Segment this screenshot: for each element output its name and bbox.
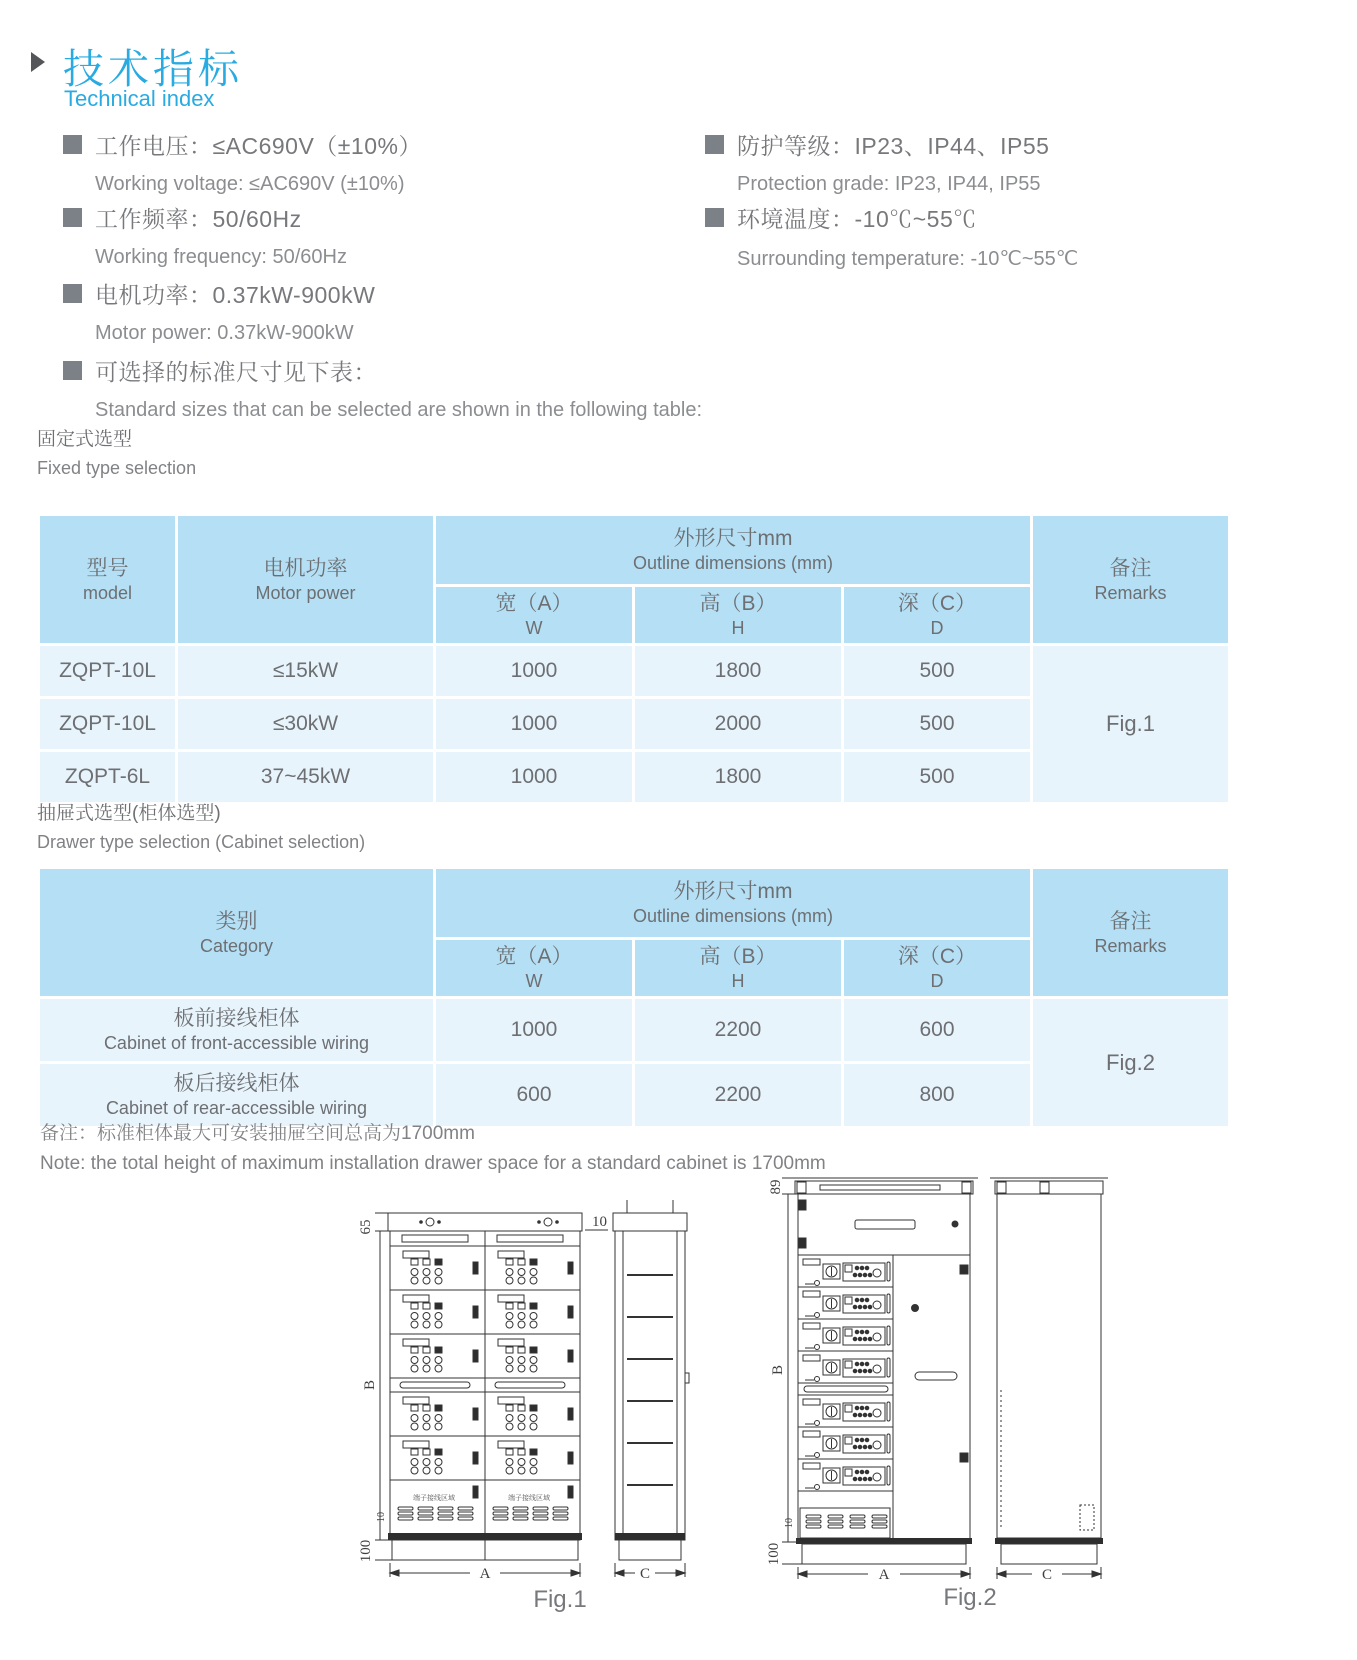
square-bullet-icon: [705, 208, 724, 227]
drawer-row-0-h: 2200: [635, 999, 841, 1061]
spec-en: Protection grade: IP23, IP44, IP55: [737, 173, 1041, 195]
fig2-dim-width: A: [878, 1567, 890, 1583]
header-width-cn: 宽（A）: [495, 592, 573, 616]
category-en: Cabinet of front-accessible wiring: [103, 1033, 370, 1054]
spec-standard-sizes: [63, 354, 702, 422]
header-category: [40, 869, 433, 996]
fig1-dim-plinth: 100: [358, 1539, 374, 1563]
header-depth-en: D: [930, 618, 944, 639]
header-remarks: [1033, 869, 1228, 996]
fixed-row-2-h: 1800: [635, 752, 841, 802]
header-outline-dimensions: [436, 516, 1030, 584]
page-title: 技术指标: [63, 46, 243, 92]
header-category-cn: 类别: [215, 909, 258, 933]
fixed-remark: Fig.1: [1033, 646, 1228, 802]
spec-cn: 环境温度：-10℃~55℃: [737, 206, 977, 232]
square-bullet-icon: [63, 361, 82, 380]
fig2-dimension-lines: [782, 1178, 1101, 1579]
fig2-dim-depth: C: [1041, 1567, 1053, 1583]
header-depth-cn: 深（C）: [897, 592, 977, 616]
spec-protection-grade: [705, 128, 1049, 196]
square-bullet-icon: [63, 208, 82, 227]
fixed-row-0-power: ≤15kW: [178, 646, 433, 696]
header-height: [635, 587, 841, 643]
fig1-side-view: [613, 1200, 689, 1560]
category-cn: 板前接线柜体: [173, 1007, 300, 1031]
spec-en: Motor power: 0.37kW-900kW: [95, 322, 354, 344]
fixed-row-2-power: 37~45kW: [178, 752, 433, 802]
header-dims-en: Outline dimensions (mm): [632, 906, 834, 927]
table-row: [40, 999, 1228, 1061]
header-depth: [844, 587, 1030, 643]
spec-cn: 电机功率：0.37kW-900kW: [95, 282, 376, 308]
fig1-dim-vent: 10: [376, 1512, 387, 1522]
fig2-side-view: [990, 1178, 1108, 1564]
spec-cn: 工作电压：≤AC690V（±10%）: [95, 133, 422, 159]
header-power-cn: 电机功率: [263, 556, 348, 580]
header-power: [178, 516, 433, 643]
fig1-front-view: [388, 1213, 582, 1560]
header-model-en: model: [82, 582, 133, 603]
section-label-en: Fixed type selection: [37, 458, 197, 478]
drawer-row-1-h: 2200: [635, 1064, 841, 1126]
fig1-dimension-lines: [375, 1213, 685, 1577]
fixed-row-1-power: ≤30kW: [178, 699, 433, 749]
drawer-row-1-w: 600: [436, 1064, 632, 1126]
fixed-row-1-d: 500: [844, 699, 1030, 749]
fig2-dim-vent: 10: [784, 1518, 795, 1528]
header-depth-en: D: [930, 971, 944, 992]
drawer-row-1-d: 800: [844, 1064, 1030, 1126]
fig1-dim-offset: 10: [592, 1214, 607, 1230]
fig1-caption: Fig.1: [533, 1586, 587, 1613]
fig2-dim-plinth: 100: [766, 1542, 782, 1566]
drawer-table-section-label: [37, 798, 365, 853]
fixed-row-0-d: 500: [844, 646, 1030, 696]
header-dims-cn: 外形尺寸mm: [673, 527, 793, 551]
fixed-row-1-w: 1000: [436, 699, 632, 749]
spec-en: Surrounding temperature: -10℃~55℃: [737, 248, 1079, 270]
footnote-en: Note: the total height of maximum installation drawer space for a standard cabinet is 1700mm: [40, 1153, 826, 1174]
fig2-dim-cap: 89: [768, 1179, 784, 1195]
category-cn: 板后接线柜体: [173, 1072, 300, 1096]
header-dims-cn: 外形尺寸mm: [673, 880, 793, 904]
fixed-row-1-h: 2000: [635, 699, 841, 749]
drawer-row-0-w: 1000: [436, 999, 632, 1061]
fig2-drawing: [740, 1090, 1130, 1615]
fig1-dim-cap: 65: [358, 1219, 374, 1235]
fig1-dim-depth: C: [639, 1566, 651, 1582]
drawer-row-0-d: 600: [844, 999, 1030, 1061]
spec-working-frequency: [63, 201, 347, 269]
spec-cn: 工作频率：50/60Hz: [95, 206, 302, 232]
table-row: [40, 646, 1228, 696]
footnote-cn: 备注：标准柜体最大可安装抽屉空间总高为1700mm: [40, 1123, 475, 1144]
header-height-en: H: [731, 618, 745, 639]
header-width-cn: 宽（A）: [495, 945, 573, 969]
fixed-row-2-model: ZQPT-6L: [40, 752, 175, 802]
header-outline-dimensions: [436, 869, 1030, 937]
header-remarks-cn: 备注: [1109, 556, 1152, 580]
fixed-row-2-w: 1000: [436, 752, 632, 802]
header-dims-en: Outline dimensions (mm): [632, 553, 834, 574]
spec-cn: 防护等级：IP23、IP44、IP55: [737, 133, 1050, 159]
spec-en: Working voltage: ≤AC690V (±10%): [95, 173, 405, 195]
header-category-en: Category: [199, 935, 274, 956]
square-bullet-icon: [705, 135, 724, 154]
section-arrow-icon: [31, 52, 45, 72]
fig2-caption: Fig.2: [943, 1584, 997, 1611]
drawer-row-0-category: [40, 999, 433, 1061]
header-remarks: [1033, 516, 1228, 643]
fig2-dim-height: B: [770, 1364, 786, 1376]
page-subtitle: Technical index: [64, 86, 215, 111]
fixed-row-0-h: 1800: [635, 646, 841, 696]
fixed-table-section-label: [37, 424, 196, 479]
header-remarks-en: Remarks: [1094, 582, 1167, 603]
section-label-en: Drawer type selection (Cabinet selection): [37, 832, 366, 852]
spec-motor-power: [63, 277, 375, 345]
fig1-drawing: [330, 1145, 710, 1615]
header-height-en: H: [731, 971, 745, 992]
fig1-dim-width: A: [479, 1566, 491, 1582]
drawer-remark: Fig.2: [1033, 999, 1228, 1126]
header-height-cn: 高（B）: [699, 592, 777, 616]
category-en: Cabinet of rear-accessible wiring: [105, 1098, 368, 1119]
section-label-cn: 抽屉式选型(柜体选型): [37, 803, 221, 824]
fixed-row-1-model: ZQPT-10L: [40, 699, 175, 749]
section-label-cn: 固定式选型: [37, 429, 133, 450]
header-width-en: W: [525, 971, 543, 992]
fig1-terminal-label: 端子接线区域: [508, 1495, 550, 1502]
header-remarks-cn: 备注: [1109, 909, 1152, 933]
fig1-dim-height: B: [362, 1379, 378, 1391]
fixed-row-2-d: 500: [844, 752, 1030, 802]
spec-cn: 可选择的标准尺寸见下表：: [95, 359, 377, 385]
header-model-cn: 型号: [86, 556, 129, 580]
header-height-cn: 高（B）: [699, 945, 777, 969]
header-width-en: W: [525, 618, 543, 639]
spec-en: Working frequency: 50/60Hz: [95, 246, 347, 268]
header-height: [635, 940, 841, 996]
fixed-row-0-w: 1000: [436, 646, 632, 696]
spec-working-voltage: [63, 128, 422, 196]
square-bullet-icon: [63, 135, 82, 154]
spec-en: Standard sizes that can be selected are shown in the following table:: [95, 399, 703, 421]
fig1-terminal-label: 端子接线区域: [413, 1495, 455, 1502]
header-depth: [844, 940, 1030, 996]
header-width: [436, 587, 632, 643]
fixed-row-0-model: ZQPT-10L: [40, 646, 175, 696]
square-bullet-icon: [63, 284, 82, 303]
drawer-row-1-category: [40, 1064, 433, 1126]
header-model: [40, 516, 175, 643]
fig2-front-view: [790, 1178, 978, 1564]
header-power-en: Motor power: [255, 582, 356, 603]
fixed-type-table: [37, 513, 1231, 805]
spec-surrounding-temperature: [705, 201, 1078, 271]
header-remarks-en: Remarks: [1094, 935, 1167, 956]
header-width: [436, 940, 632, 996]
header-depth-cn: 深（C）: [897, 945, 977, 969]
